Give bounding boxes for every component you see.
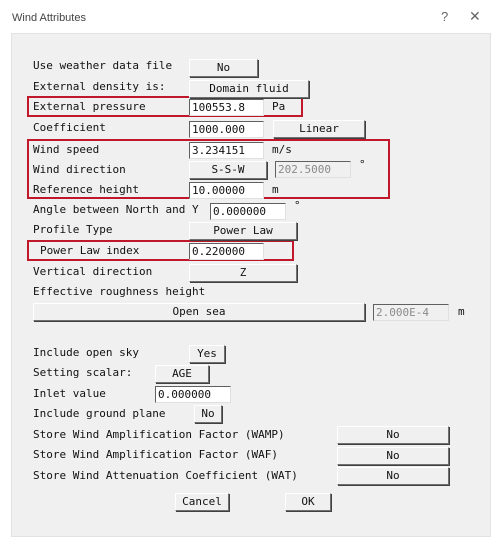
setting-scalar-label: Setting scalar:: [33, 366, 133, 379]
coefficient-input[interactable]: 1000.000: [189, 121, 264, 138]
reference-height-unit: m: [272, 183, 279, 196]
coefficient-label: Coefficient: [33, 121, 106, 134]
reference-height-label: Reference height: [33, 183, 139, 196]
setting-scalar-button[interactable]: AGE: [155, 365, 209, 383]
help-icon[interactable]: ?: [441, 9, 449, 24]
ok-button[interactable]: OK: [285, 493, 331, 511]
roughness-preset-button[interactable]: Open sea: [33, 303, 365, 321]
wind-speed-label: Wind speed: [33, 143, 100, 156]
external-pressure-unit: Pa: [272, 100, 286, 113]
wamp-button[interactable]: No: [337, 426, 449, 444]
wind-speed-input[interactable]: 3.234151: [189, 142, 264, 159]
vertical-direction-label: Vertical direction: [33, 265, 153, 278]
close-icon[interactable]: ✕: [469, 8, 481, 24]
power-law-index-input[interactable]: 0.220000: [189, 243, 264, 260]
inlet-value-input[interactable]: 0.000000: [155, 386, 231, 403]
use-weather-label: Use weather data file: [33, 59, 173, 72]
coefficient-mode-button[interactable]: Linear: [273, 120, 365, 138]
roughness-unit: m: [458, 305, 465, 318]
waf-button[interactable]: No: [337, 447, 449, 465]
inlet-value-label: Inlet value: [33, 387, 106, 400]
wind-direction-button[interactable]: S-S-W: [189, 161, 267, 179]
open-sky-label: Include open sky: [33, 346, 139, 359]
external-density-label: External density is:: [33, 80, 166, 93]
waf-label: Store Wind Amplification Factor (WAF): [33, 448, 279, 461]
open-sky-button[interactable]: Yes: [189, 345, 225, 363]
angle-north-label: Angle between North and Y: [33, 203, 199, 216]
wind-speed-unit: m/s: [272, 143, 292, 156]
wind-direction-unit: °: [359, 158, 366, 171]
wamp-label: Store Wind Amplification Factor (WAMP): [33, 428, 285, 441]
profile-type-label: Profile Type: [33, 223, 113, 236]
wat-label: Store Wind Attenuation Coefficient (WAT): [33, 469, 298, 482]
wind-direction-label: Wind direction: [33, 163, 126, 176]
wind-direction-degrees-field: 202.5000: [275, 161, 351, 178]
vertical-direction-button[interactable]: Z: [189, 264, 297, 282]
external-pressure-input[interactable]: 100553.8: [189, 99, 264, 116]
power-law-index-label: Power Law index: [40, 244, 140, 257]
cancel-button[interactable]: Cancel: [175, 493, 229, 511]
angle-north-input[interactable]: 0.000000: [210, 203, 286, 220]
window-title: Wind Attributes: [12, 12, 86, 24]
wat-button[interactable]: No: [337, 467, 449, 485]
angle-north-unit: °: [294, 199, 301, 212]
reference-height-input[interactable]: 10.00000: [189, 182, 264, 199]
roughness-value-field: 2.000E-4: [373, 304, 449, 321]
use-weather-button[interactable]: No: [189, 59, 258, 77]
title-bar: [0, 0, 504, 34]
external-density-button[interactable]: Domain fluid: [189, 80, 309, 98]
profile-type-button[interactable]: Power Law: [189, 222, 297, 240]
ground-plane-label: Include ground plane: [33, 407, 166, 420]
effective-roughness-label: Effective roughness height: [33, 285, 206, 298]
ground-plane-button[interactable]: No: [194, 405, 222, 423]
external-pressure-label: External pressure: [33, 100, 146, 113]
